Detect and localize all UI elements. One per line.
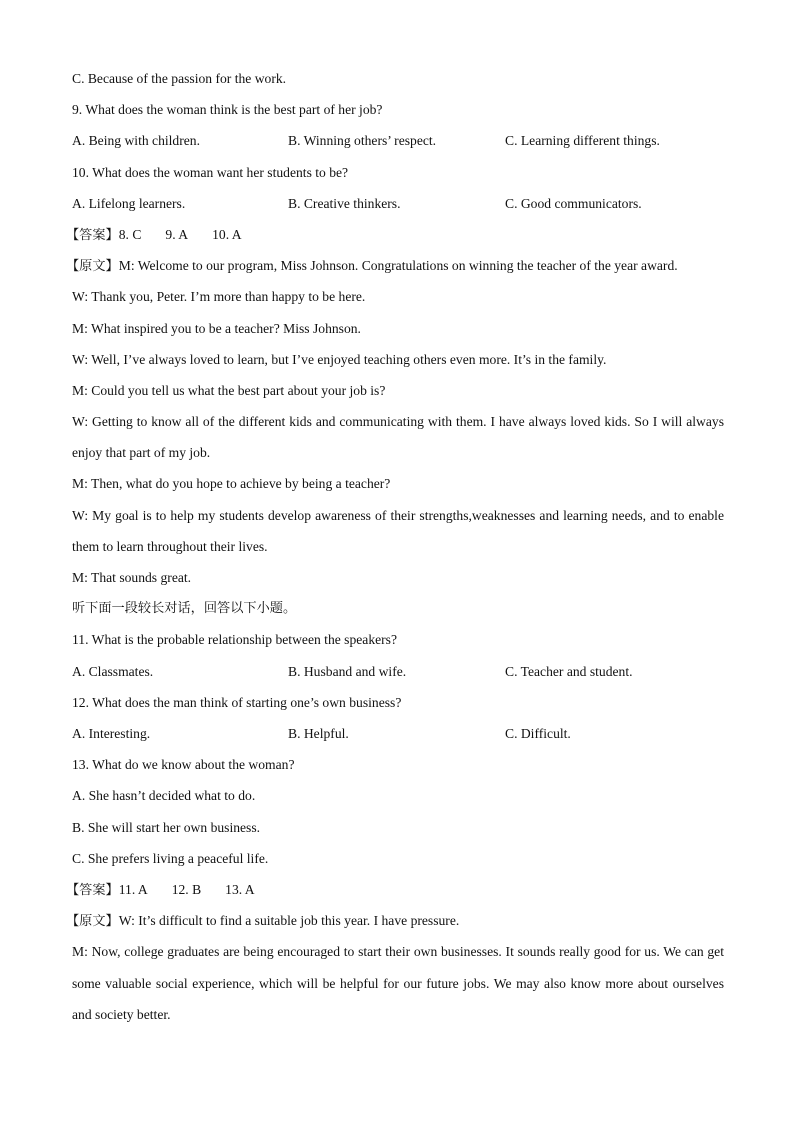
- option-c: C. Learning different things.: [505, 133, 660, 149]
- transcript-line: M: What inspired you to be a teacher? Miss Johnson.: [72, 320, 361, 336]
- transcript-line: W: It’s difficult to find a suitable job this year. I have pressure.: [118, 913, 460, 929]
- answer-item: 8. C: [118, 226, 142, 242]
- option-a: A. Interesting.: [72, 726, 151, 741]
- question-12-options: [72, 718, 724, 749]
- question-9-options: [72, 125, 724, 156]
- answer-label: 【答案】: [66, 227, 119, 243]
- answer-item: 12. B: [171, 881, 202, 897]
- option-a: A. She hasn’t decided what to do.: [72, 788, 256, 804]
- transcript-line: M: Could you tell us what the best part about your job is?: [72, 382, 386, 398]
- answer-item: 10. A: [212, 226, 242, 242]
- option-c: C. Good communicators.: [505, 195, 642, 211]
- transcript-line: W: Thank you, Peter. I’m more than happy to be here.: [72, 289, 366, 305]
- option-b: B. She will start her own business.: [72, 819, 261, 835]
- option-c: C. Teacher and student.: [505, 663, 633, 679]
- option-b: B. Creative thinkers.: [288, 195, 401, 211]
- option-a: A. Being with children.: [72, 133, 200, 149]
- option-c: C. She prefers living a peaceful life.: [72, 850, 269, 866]
- transcript-2-start: [66, 905, 724, 936]
- transcript-line: W: Well, I’ve always loved to learn, but I’ve enjoyed teaching others even more. It’s in the family.: [72, 351, 607, 367]
- option-b: B. Winning others’ respect.: [288, 133, 437, 149]
- option-c: C. Difficult.: [505, 726, 571, 741]
- transcript-line: M: That sounds great.: [72, 570, 192, 586]
- answer-item: 9. A: [165, 226, 189, 242]
- transcript-paragraph: W: My goal is to help my students develop awareness of their strengths,weaknesses and learning needs, and to enable them to learn throughout their lives.: [72, 507, 724, 554]
- question-13: 13. What do we know about the woman?: [72, 757, 295, 773]
- answer-key-2: [66, 874, 724, 905]
- transcript-line: M: Then, what do you hope to achieve by being a teacher?: [72, 476, 391, 492]
- option-b: B. Helpful.: [288, 726, 349, 741]
- answer-item: 13. A: [225, 881, 255, 897]
- answer-item: 11. A: [118, 881, 148, 897]
- transcript-label: 【原文】: [66, 914, 119, 930]
- option-a: A. Lifelong learners.: [72, 195, 186, 211]
- question-10: 10. What does the woman want her students to be?: [72, 164, 349, 180]
- option-b: B. Husband and wife.: [288, 663, 407, 679]
- answer-label: 【答案】: [66, 882, 119, 898]
- section-instruction: 听下面一段较长对话，回答以下小题。: [72, 601, 297, 617]
- transcript-paragraph: W: Getting to know all of the different kids and communicating with them. I have always loved kids. So I will always enjoy that part of my job.: [72, 414, 724, 461]
- option-c-passion: C. Because of the passion for the work.: [72, 71, 287, 86]
- question-12: 12. What does the man think of starting one’s own business?: [72, 694, 402, 710]
- transcript-line: M: Welcome to our program, Miss Johnson. Congratulations on winning the teacher of the year award.: [118, 258, 678, 274]
- page-content: [66, 63, 724, 1030]
- answer-key-1: [66, 219, 724, 250]
- question-11-options: [72, 656, 724, 687]
- question-10-options: [72, 188, 724, 219]
- question-11: 11. What is the probable relationship between the speakers?: [72, 632, 398, 648]
- question-9: 9. What does the woman think is the best part of her job?: [72, 102, 383, 118]
- option-a: A. Classmates.: [72, 663, 154, 679]
- transcript-1-start: [66, 250, 724, 281]
- transcript-paragraph: M: Now, college graduates are being encouraged to start their own businesses. It sounds really good for us. We can get some valuable social experience, which will be helpful for our future jobs. We may also know more about ourselves and society better.: [72, 944, 724, 1022]
- transcript-label: 【原文】: [66, 259, 119, 275]
